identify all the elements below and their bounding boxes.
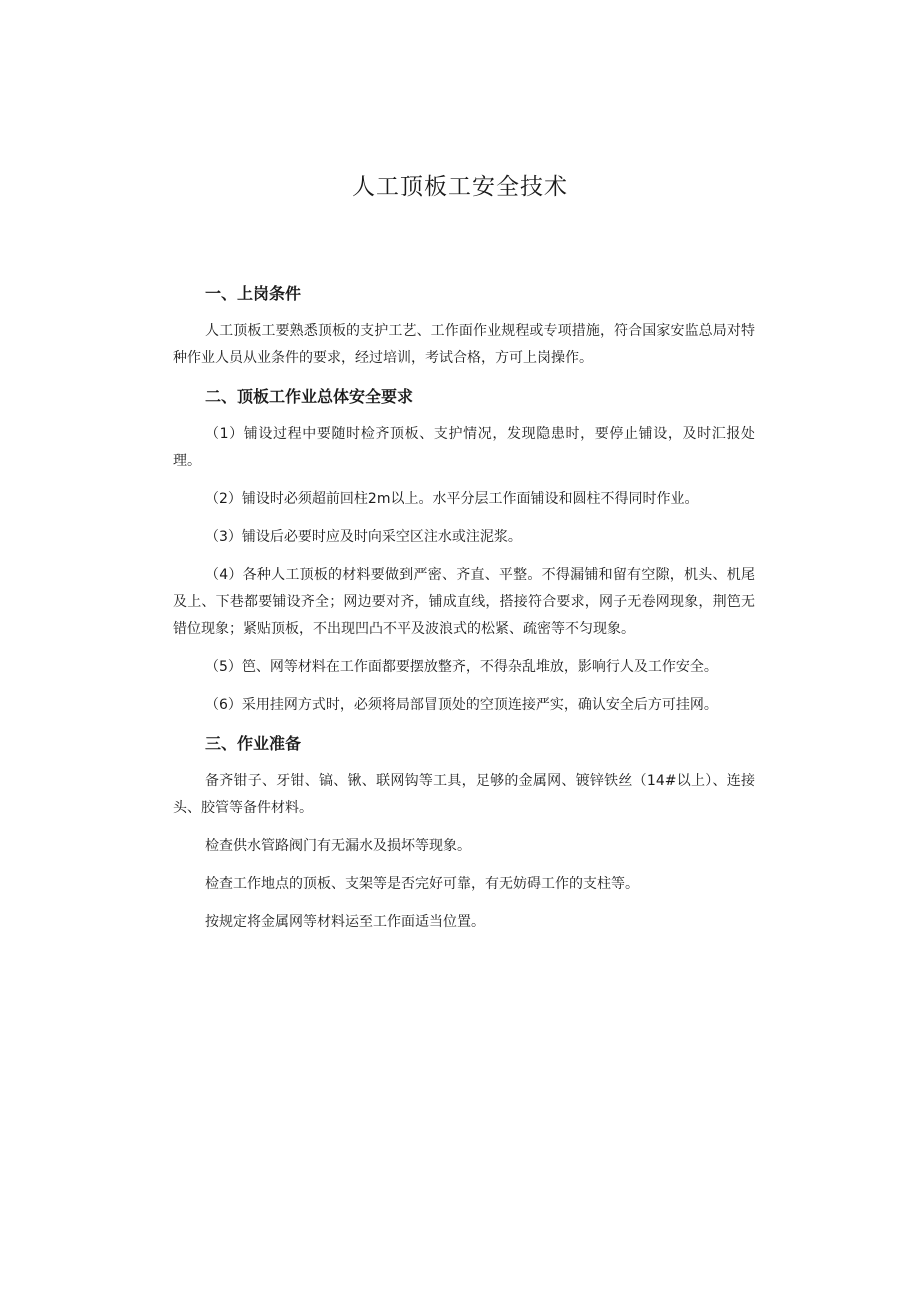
paragraph: （6）采用挂网方式时，必须将局部冒顶处的空顶连接严实，确认安全后方可挂网。 [205,697,718,713]
section-heading-2: 二、顶板工作业总体安全要求 [205,387,414,406]
section-heading-1: 一、上岗条件 [205,284,302,303]
paragraph: 检查工作地点的顶板、支架等是否完好可靠，有无妨碍工作的支柱等。 [205,876,639,892]
paragraph: （1）铺设过程中要随时检齐顶板、支护情况，发现隐患时，要停止铺设，及时汇报处理。 [173,426,755,469]
paragraph: 人工顶板工要熟悉顶板的支护工艺、工作面作业规程或专项措施，符合国家安监总局对特种作业人员从业条件的要求，经过培训，考试合格，方可上岗操作。 [173,323,755,366]
document-title: 人工顶板工安全技术 [352,174,568,200]
paragraph: （3）铺设后必要时应及时向采空区注水或注泥浆。 [205,529,522,545]
paragraph: 按规定将金属网等材料运至工作面适当位置。 [205,914,485,930]
paragraph: （5）笆、网等材料在工作面都要摆放整齐，不得杂乱堆放，影响行人及工作安全。 [205,659,718,675]
paragraph: 检查供水管路阀门有无漏水及损坏等现象。 [205,838,471,854]
paragraph: （2）铺设时必须超前回柱2m以上。水平分层工作面铺设和圆柱不得同时作业。 [205,491,699,507]
section-heading-3: 三、作业准备 [205,734,302,753]
paragraph: （4）各种人工顶板的材料要做到严密、齐直、平整。不得漏铺和留有空隙，机头、机尾及上、下巷都要铺设齐全；网边要对齐，铺成直线，搭接符合要求，网子无卷网现象，荆笆无错位现象；紧贴顶板，不出现凹凸不平及波浪式的松紧、疏密等不匀现象。 [173,567,755,637]
document-body [173,281,755,936]
paragraph: 备齐钳子、牙钳、镐、锹、联网钩等工具，足够的金属网、镀锌铁丝（14#以上）、连接头、胶管等备件材料。 [173,773,755,816]
